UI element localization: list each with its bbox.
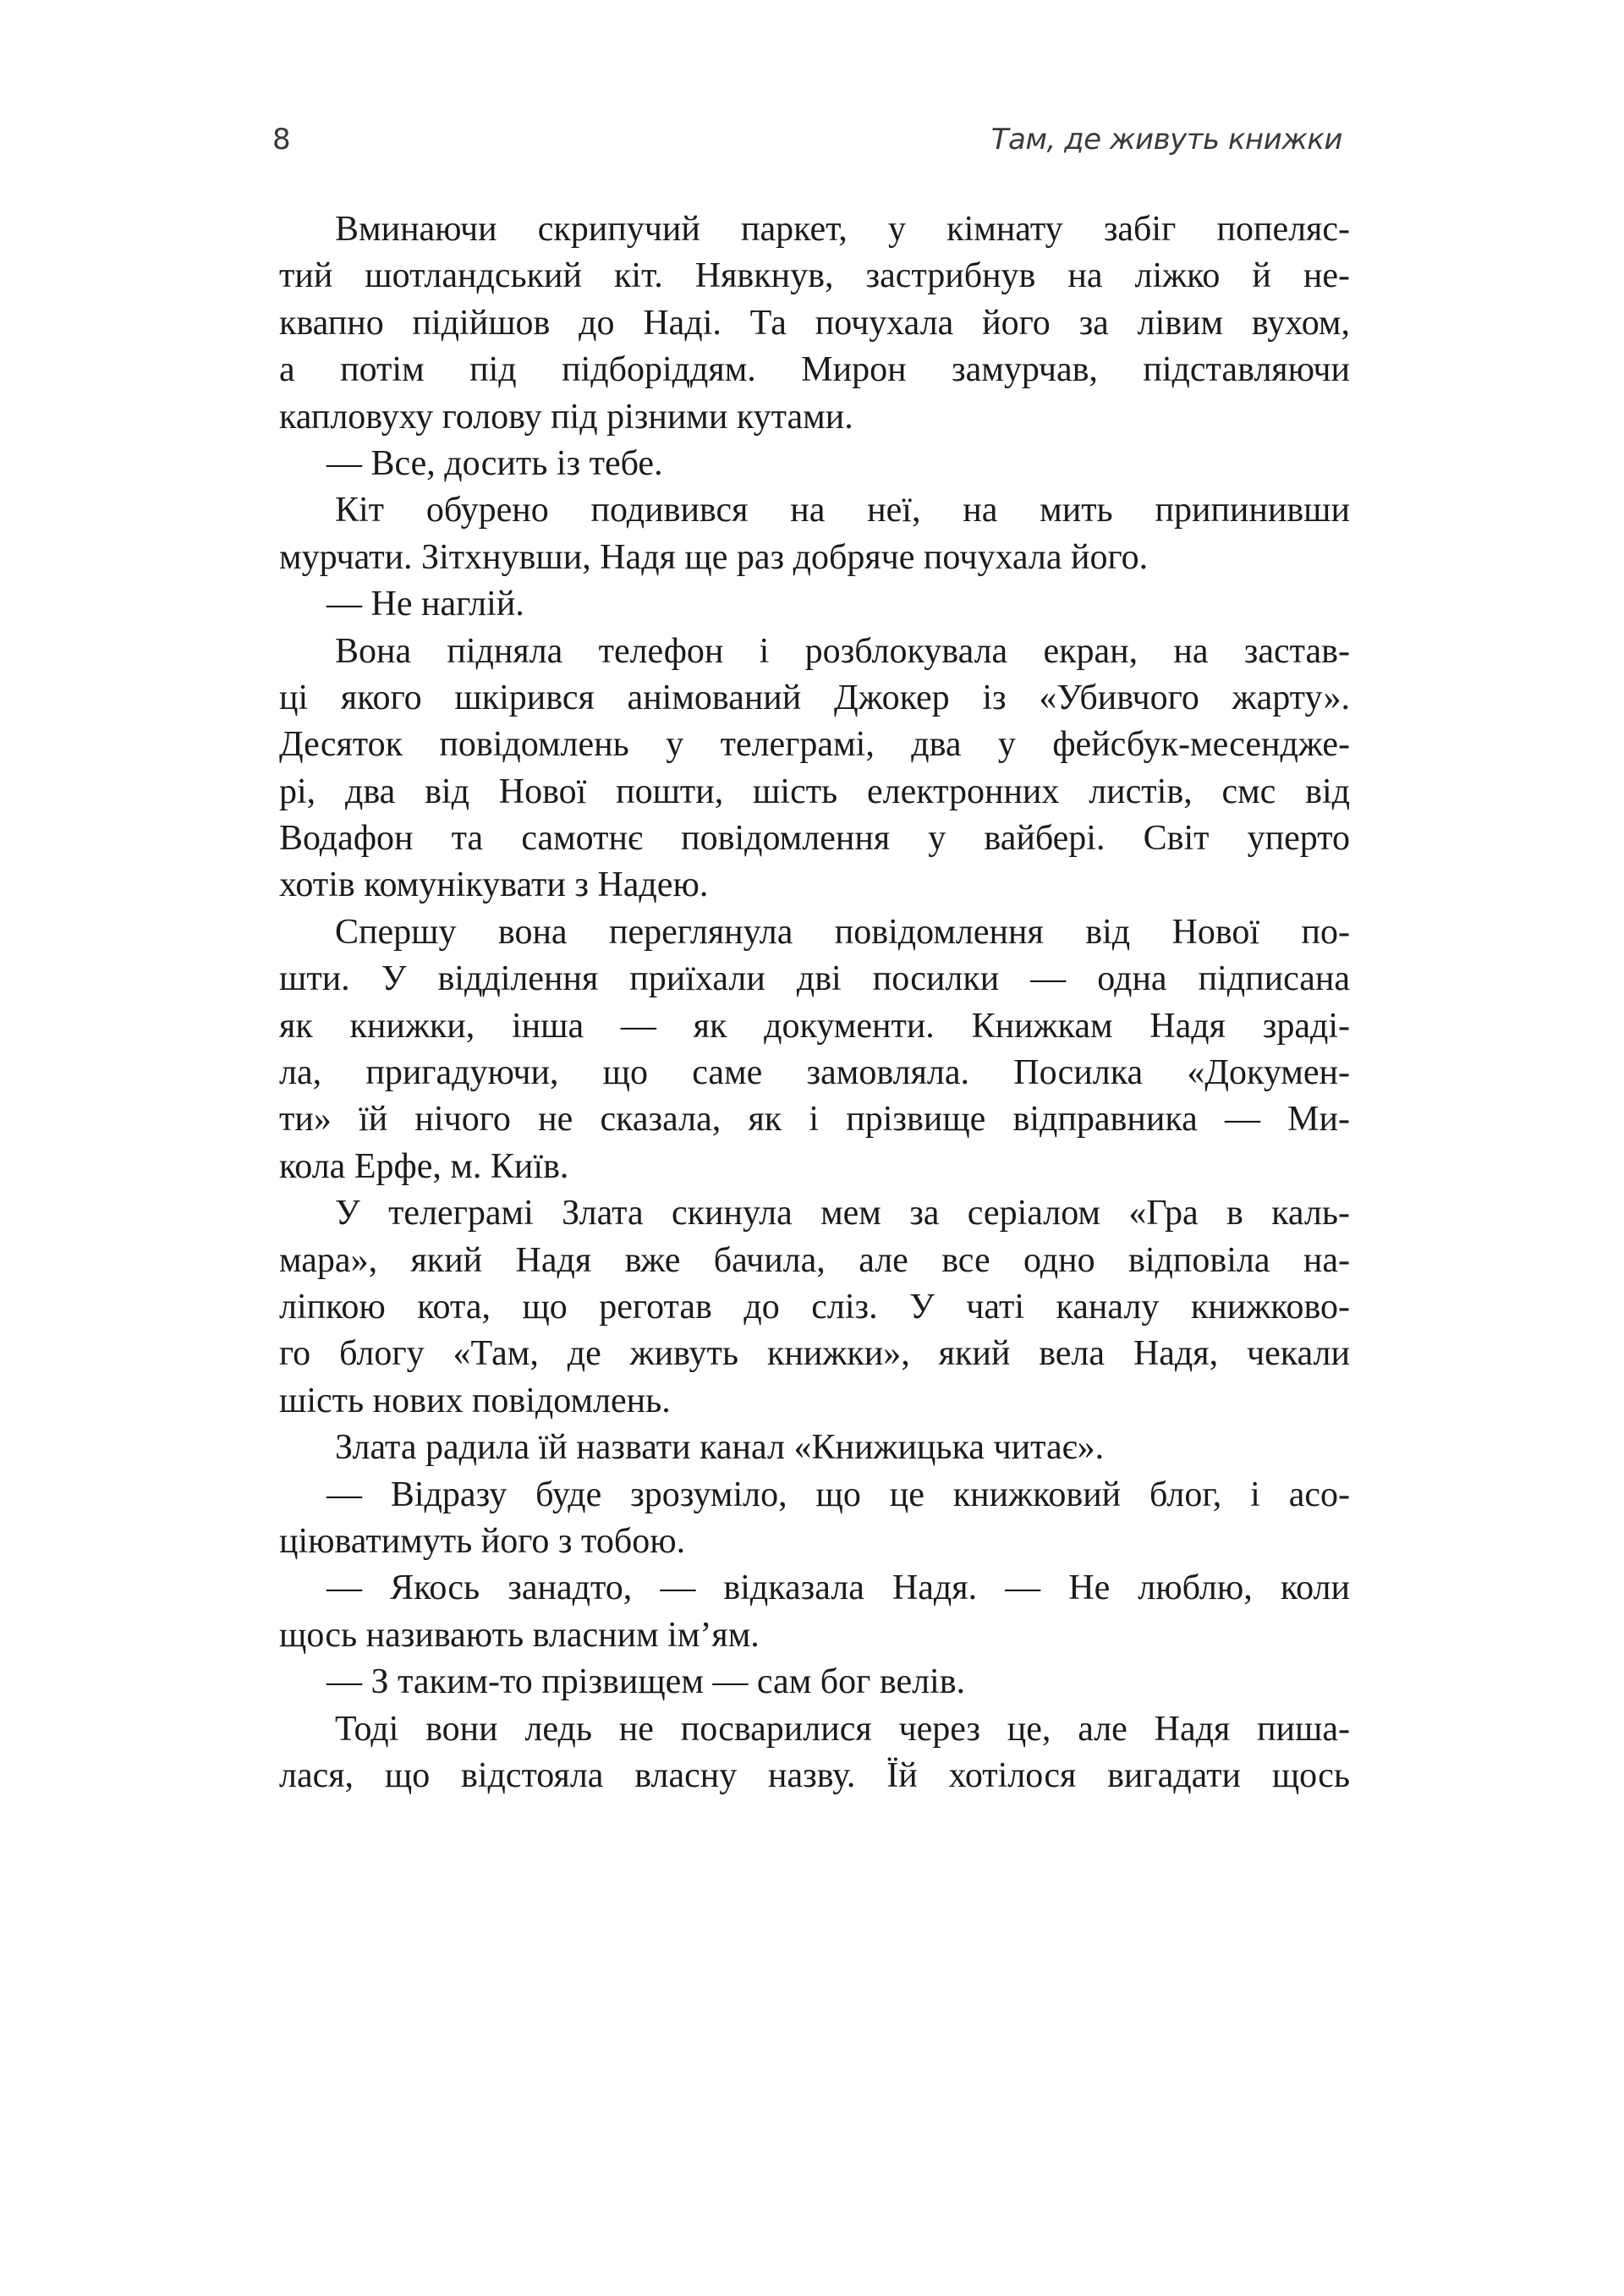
text-line: Десяток повідомлень у телеграмі, два у фейсбук-месендже- [279,725,1350,765]
text-line: Вона підняла телефон і розблокувала екран, на застав- [335,631,1350,671]
text-line: У телеграмі Злата скинула мем за серіалом «Гра в каль- [335,1194,1350,1233]
dialogue-line: — Не наглій. [326,585,524,624]
text-line: Спершу вона переглянула повідомлення від Нової по- [335,912,1350,952]
text-line: Кіт обурено подивився на неї, на мить припинивши [335,491,1350,530]
text-line: Тоді вони ледь не посварилися через це, але Надя пиша- [335,1709,1350,1749]
running-header-title: Там, де живуть книжки [990,123,1342,157]
text-line: мурчати. Зітхнувши, Надя ще раз добряче почухала його. [279,537,1149,577]
text-line: тий шотландський кіт. Нявкнув, застрибнув на ліжко й не- [279,256,1350,296]
text-line: Злата радила їй назвати канал «Книжицька читає». [335,1428,1105,1468]
dialogue-line: — Відразу буде зрозуміло, що це книжковий блог, і асо- [326,1475,1350,1514]
text-line: Водафон та самотнє повідомлення у вайбері. Світ уперто [279,819,1350,859]
text-line: ліпкою кота, що реготав до сліз. У чаті каналу книжково- [279,1287,1350,1327]
text-line: ти» їй нічого не сказала, як і прізвище відправника — Ми- [279,1100,1350,1140]
text-line: лася, що відстояла власну назву. Їй хотілося вигадати щось [279,1755,1350,1795]
dialogue-line: — З таким-то прізвищем — сам бог велів. [326,1662,966,1702]
text-line: ці якого шкірився анімований Джокер із «Убивчого жарту». [279,678,1350,717]
text-line: ла, пригадуючи, що саме замовляла. Посилка «Докумен- [279,1053,1350,1093]
text-line: шість нових повідомлень. [279,1381,671,1420]
text-line: ціюватимуть його з тобою. [279,1521,686,1561]
page-number: 8 [272,123,291,157]
dialogue-line: — Все, досить із тебе. [326,443,663,483]
text-line: шти. У відділення приїхали дві посилки — одна підписана [279,959,1350,999]
text-line: як книжки, інша — як документи. Книжкам Надя зраді- [279,1006,1350,1046]
dialogue-line: — Якось занадто, — відказала Надя. — Не люблю, коли [326,1568,1350,1608]
text-line: щось називають власним ім’ям. [279,1615,760,1655]
text-line: мара», який Надя вже бачила, але все одно відповіла на- [279,1240,1350,1280]
text-line: рі, два від Нової пошти, шість електронних листів, смс від [279,772,1350,811]
text-line: Вминаючи скрипучий паркет, у кімнату забіг попеляс- [335,210,1350,249]
text-line: капловуху голову під різними кутами. [279,397,853,437]
text-line: а потім під підборіддям. Мирон замурчав, підставляючи [279,350,1350,390]
text-line: кола Ерфе, м. Київ. [279,1146,569,1186]
text-line: го блогу «Там, де живуть книжки», який вела Надя, чекали [279,1334,1350,1374]
text-line: квапно підійшов до Наді. Та почухала його за лівим вухом, [279,303,1350,343]
text-line: хотів комунікувати з Надею. [279,865,709,905]
body-text [279,206,1350,1799]
